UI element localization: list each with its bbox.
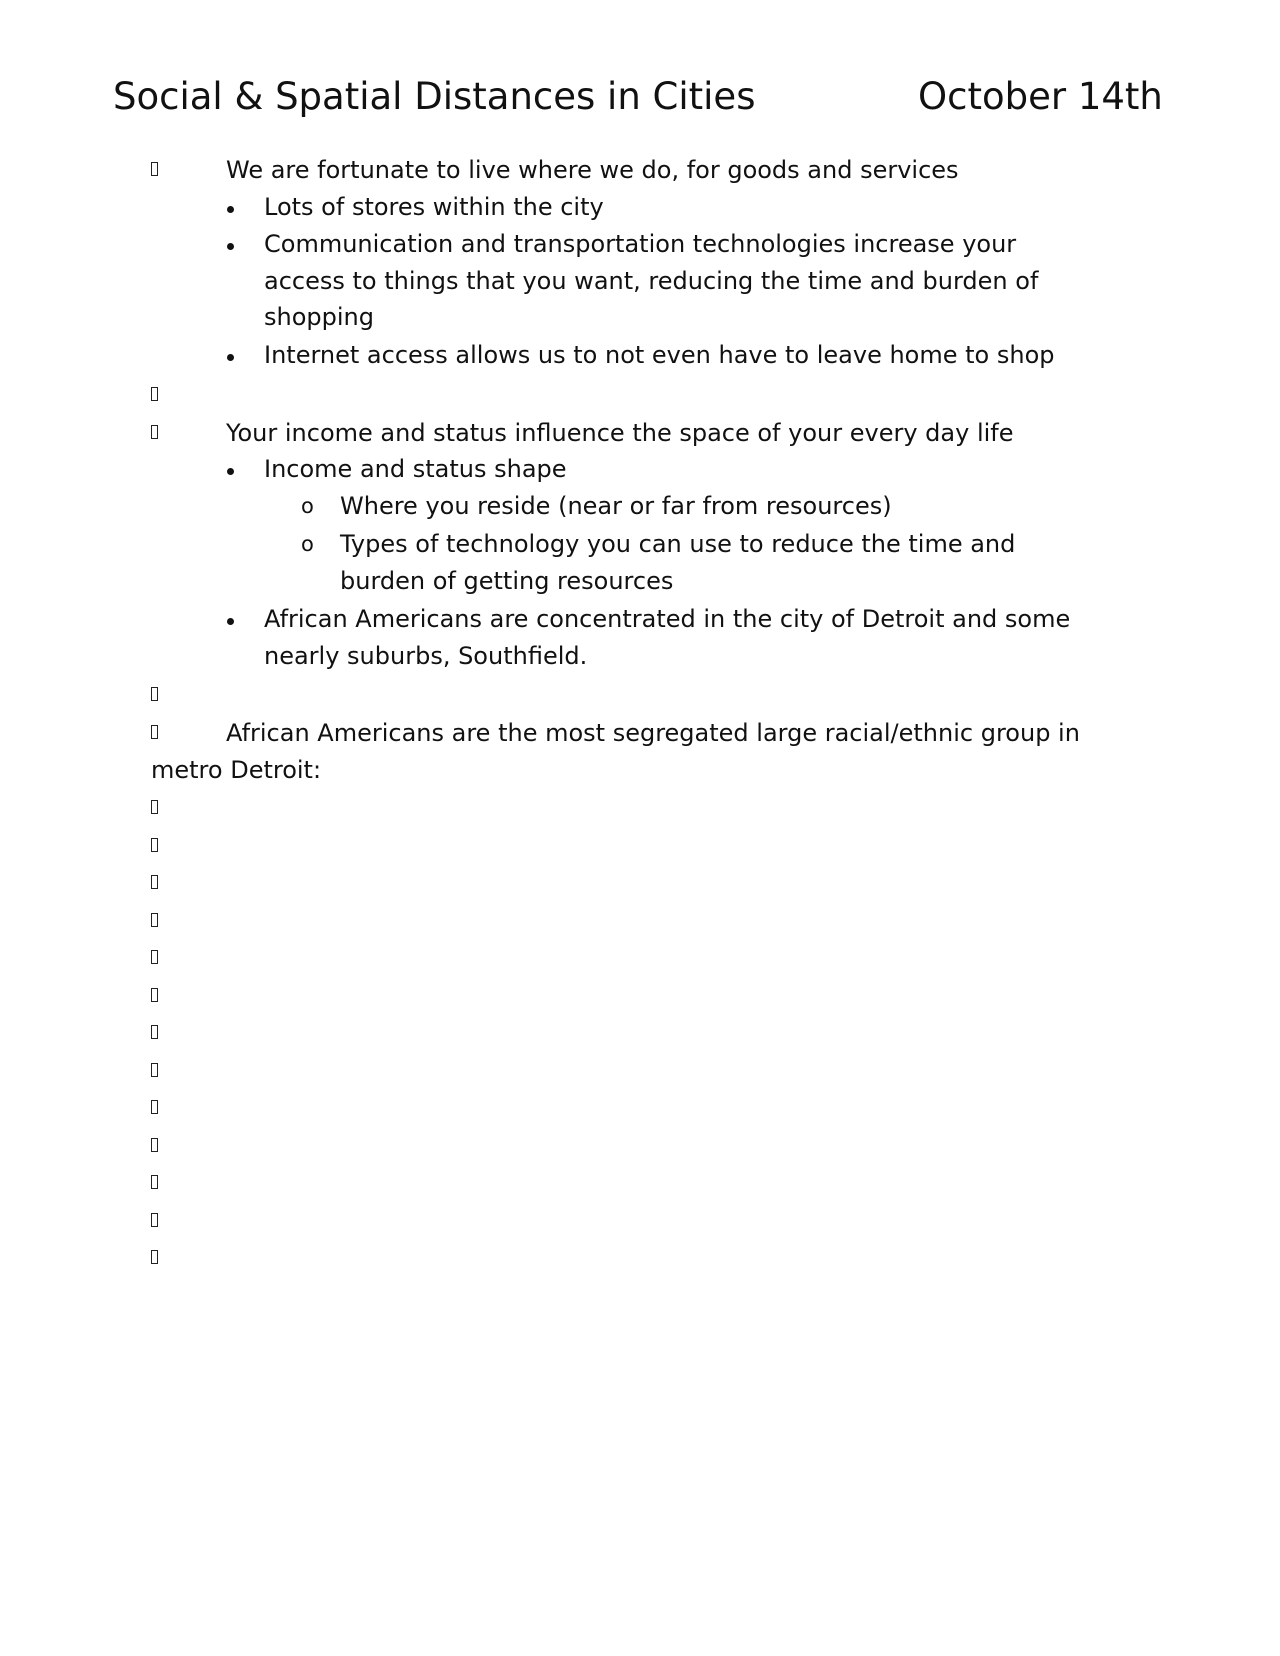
missing-glyph-box-icon bbox=[151, 387, 158, 401]
missing-glyph-box-icon bbox=[151, 162, 158, 176]
paragraph-text: Your income and status influence the space of your every day life bbox=[226, 419, 1014, 447]
missing-glyph-box-icon bbox=[151, 838, 158, 852]
missing-glyph-box-icon bbox=[151, 425, 158, 439]
missing-glyph-box-icon bbox=[151, 687, 158, 701]
bullet-text: nearly suburbs, Southfield. bbox=[264, 642, 588, 670]
sub-bullet-text: burden of getting resources bbox=[340, 567, 674, 595]
sub-bullet-marker: o bbox=[301, 532, 314, 556]
paragraph-text: We are fortunate to live where we do, for goods and services bbox=[226, 156, 959, 184]
missing-glyph-box-icon bbox=[151, 913, 158, 927]
bullet-icon bbox=[227, 206, 234, 213]
bullet-text: Income and status shape bbox=[264, 455, 567, 483]
paragraph-text: metro Detroit: bbox=[151, 756, 322, 784]
bullet-text: Communication and transportation technologies increase your bbox=[264, 230, 1017, 258]
paragraph-text: African Americans are the most segregated large racial/ethnic group in bbox=[226, 719, 1080, 747]
missing-glyph-box-icon bbox=[151, 1100, 158, 1114]
missing-glyph-box-icon bbox=[151, 1025, 158, 1039]
missing-glyph-box-icon bbox=[151, 1250, 158, 1264]
missing-glyph-box-icon bbox=[151, 1138, 158, 1152]
missing-glyph-box-icon bbox=[151, 1175, 158, 1189]
missing-glyph-box-icon bbox=[151, 950, 158, 964]
missing-glyph-box-icon bbox=[151, 1213, 158, 1227]
missing-glyph-box-icon bbox=[151, 875, 158, 889]
bullet-icon bbox=[227, 468, 234, 475]
document-date: October 14th bbox=[918, 75, 1163, 118]
bullet-icon bbox=[227, 618, 234, 625]
document-title: Social & Spatial Distances in Cities bbox=[113, 75, 756, 118]
missing-glyph-box-icon bbox=[151, 725, 158, 739]
bullet-text: shopping bbox=[264, 303, 374, 331]
missing-glyph-box-icon bbox=[151, 800, 158, 814]
missing-glyph-box-icon bbox=[151, 1063, 158, 1077]
sub-bullet-text: Where you reside (near or far from resources) bbox=[340, 492, 892, 520]
bullet-icon bbox=[227, 354, 234, 361]
bullet-text: access to things that you want, reducing the time and burden of bbox=[264, 267, 1039, 295]
sub-bullet-text: Types of technology you can use to reduce the time and bbox=[340, 530, 1016, 558]
missing-glyph-box-icon bbox=[151, 988, 158, 1002]
bullet-icon bbox=[227, 243, 234, 250]
bullet-text: Lots of stores within the city bbox=[264, 193, 604, 221]
bullet-text: African Americans are concentrated in the city of Detroit and some bbox=[264, 605, 1071, 633]
sub-bullet-marker: o bbox=[301, 494, 314, 518]
bullet-text: Internet access allows us to not even have to leave home to shop bbox=[264, 341, 1055, 369]
